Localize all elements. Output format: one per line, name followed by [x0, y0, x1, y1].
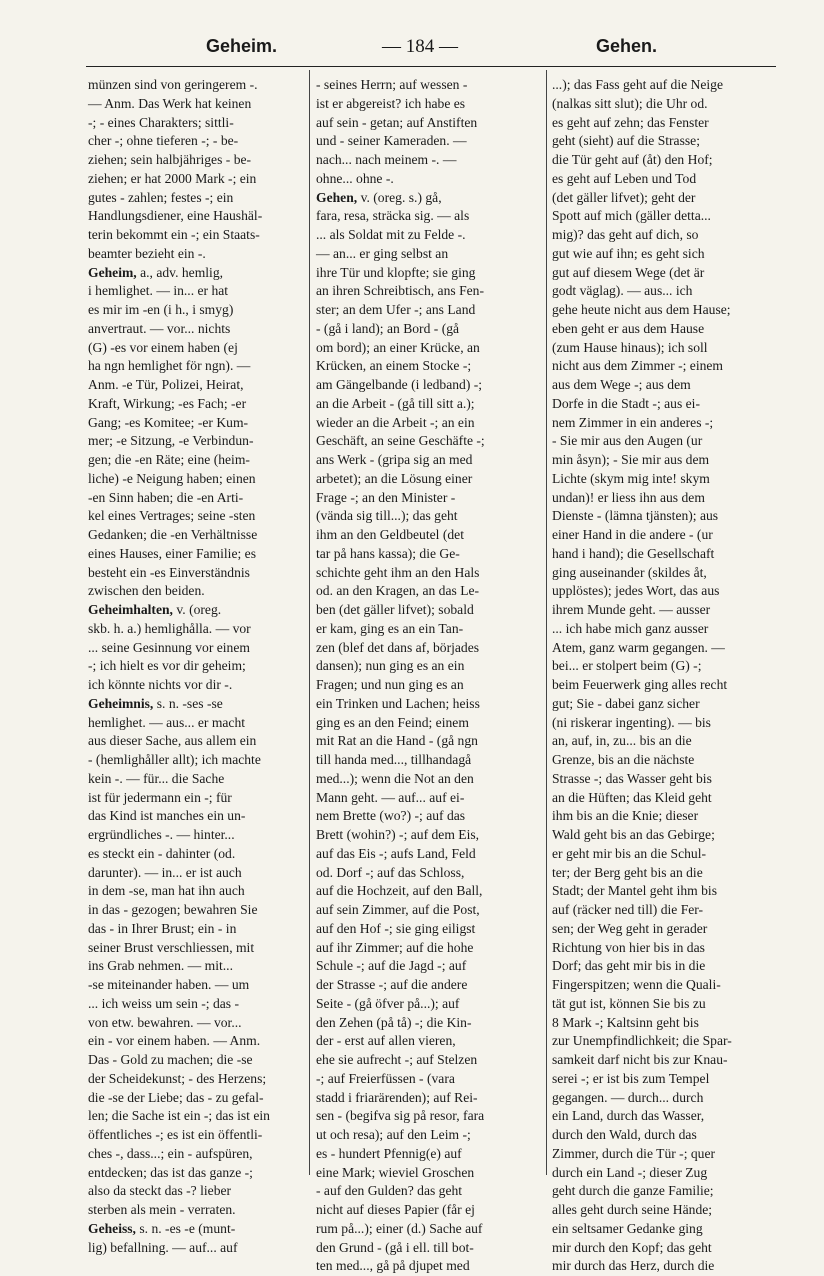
text-line: ein - vor einem haben. — Anm. — [88, 1033, 261, 1049]
text-line: Fragen; und nun ging es an — [316, 677, 464, 692]
text-line: mig)? das geht auf dich, so — [552, 227, 699, 242]
text-line: er geht mir bis an die Schul- — [552, 845, 707, 861]
text-line: mir durch das Herz, durch die — [552, 1258, 715, 1274]
text-line: es mir im -en (i h., i smyg) — [88, 302, 234, 317]
text-line: aus dem Wege -; aus dem — [552, 377, 691, 392]
text-line: Anm. -e Tür, Polizei, Heirat, — [88, 377, 244, 392]
text-line: Frage -; an den Minister - — [316, 489, 456, 505]
text-line: an die Arbeit - (gå till sitt a.); — [316, 395, 475, 411]
header-rule — [86, 66, 776, 67]
text-line: in das - gezogen; bewahren Sie — [88, 902, 258, 917]
text-line: (vända sig till...); das geht — [316, 508, 458, 524]
text-line: auf den Hof -; sie ging eiligst — [316, 920, 476, 936]
text-line: gutes - zahlen; festes -; ein — [88, 189, 234, 205]
text-line: ster; an dem Ufer -; ans Land — [316, 302, 476, 317]
text-line: Schule -; auf die Jagd -; auf — [316, 958, 467, 974]
text-line: -se miteinander haben. — um — [88, 977, 250, 992]
text-column-3 — [552, 76, 776, 1276]
text-line: an die Hüften; das Kleid geht — [552, 789, 712, 805]
text-line: gehe heute nicht aus dem Hause; — [552, 302, 731, 317]
text-line: tar på hans kassa); die Ge- — [316, 545, 460, 561]
text-line: die -se der Liebe; das - zu gefal- — [88, 1089, 264, 1105]
text-line: es geht auf zehn; das Fenster — [552, 114, 709, 130]
text-line: samkeit darf nicht bis zur Knau- — [552, 1052, 728, 1067]
text-line: Mann geht. — auf... auf ei- — [316, 789, 465, 805]
text-line: Strasse -; das Wasser geht bis — [552, 770, 712, 786]
page-number: — 184 — — [382, 36, 458, 57]
text-line: nach... nach meinem -. — — [316, 152, 457, 167]
text-line: -; - eines Charakters; sittli- — [88, 114, 234, 130]
text-line: seiner Brust verschliessen, mit — [88, 939, 255, 955]
text-line: Dorfe in die Stadt -; aus ei- — [552, 395, 700, 411]
text-line: bei... er stolpert beim (G) -; — [552, 658, 702, 674]
text-line: Gedanken; die -en Verhältnisse — [88, 527, 258, 542]
text-line: Kraft, Wirkung; -es Fach; -er — [88, 395, 247, 411]
text-line: auf das Eis -; aufs Land, Feld — [316, 845, 476, 861]
text-line: i hemlighet. — in... er hat — [88, 283, 229, 299]
text-line: auf die Hochzeit, auf den Ball, — [316, 883, 483, 899]
text-line: eine Mark; wieviel Groschen — [316, 1164, 475, 1180]
text-line: — Anm. Das Werk hat keinen — [88, 95, 252, 111]
text-line: ihre Tür und klopfte; sie ging — [316, 264, 476, 280]
text-line: -; auf Freierfüssen - (vara — [316, 1070, 455, 1086]
text-line: also da steckt das -? lieber — [88, 1183, 232, 1199]
text-line: es steckt ein - dahinter (od. — [88, 845, 236, 861]
text-line: med...); wenn die Not an den — [316, 770, 474, 786]
text-line: undan)! er liess ihn aus dem — [552, 489, 705, 505]
text-line: ein seltsamer Gedanke ging — [552, 1220, 703, 1236]
text-line: Richtung von hier bis in das — [552, 939, 705, 955]
text-line: eben geht er aus dem Hause — [552, 320, 705, 336]
text-line: Atem, ganz warm gegangen. — — [552, 639, 725, 655]
text-line: Zimmer, durch die Tür -; quer — [552, 1145, 716, 1161]
text-line: kel eines Vertrages; seine -sten — [88, 508, 256, 524]
text-line: (zum Hause hinaus); ich soll — [552, 339, 708, 355]
text-line: Wald geht bis an das Gebirge; — [552, 827, 715, 842]
text-line: eines Hauses, einer Familie; es — [88, 545, 256, 561]
text-line: an, auf, in, zu... bis an die — [552, 733, 692, 749]
text-line: ans Werk - (gripa sig an med — [316, 452, 473, 467]
text-line: ergründliches -. — hinter... — [88, 827, 235, 842]
text-line: rum på...); einer (d.) Sache auf — [316, 1220, 483, 1236]
text-line: godt väglag). — aus... ich — [552, 283, 693, 299]
text-line: Krücken, an einem Stocke -; — [316, 358, 472, 374]
text-line: an ihren Schreibtisch, ans Fen- — [316, 283, 484, 299]
text-line: - Sie mir aus den Augen (ur — [552, 433, 703, 449]
page-header — [86, 36, 776, 62]
text-line: ein Land, durch das Wasser, — [552, 1108, 705, 1124]
text-line: wieder an die Arbeit -; an ein — [316, 414, 475, 430]
text-line: - (gå i land); an Bord - (gå — [316, 320, 460, 336]
text-line: auf sein - getan; auf Anstiften — [316, 114, 478, 130]
text-line: nicht aus dem Zimmer -; einem — [552, 358, 724, 374]
text-line: -; ich hielt es vor dir geheim; — [88, 658, 246, 674]
text-line: münzen sind von geringerem -. — [88, 77, 258, 92]
text-line: gen; die -en Räte; eine (heim- — [88, 452, 250, 467]
text-line: mer; -e Sitzung, -e Verbindun- — [88, 433, 254, 449]
text-line: Stadt; der Mantel geht ihm bis — [552, 883, 717, 899]
text-line: die Tür geht auf (åt) den Hof; — [552, 152, 713, 167]
text-line: zur Unempfindlichkeit; die Spar- — [552, 1033, 732, 1049]
text-line: -en Sinn haben; die -en Arti- — [88, 489, 244, 505]
text-line: ha ngn hemlighet för ngn). — — [88, 358, 251, 374]
text-line: min åsyn); - Sie mir aus dem — [552, 452, 710, 467]
text-line: hand i hand); die Gesellschaft — [552, 545, 715, 561]
text-line: ihm an den Geldbeutel (det — [316, 527, 464, 542]
text-line: liche) -e Neigung haben; einen — [88, 470, 256, 486]
text-line: Das - Gold zu machen; die -se — [88, 1052, 253, 1067]
text-line: Brett (wohin?) -; auf dem Eis, — [316, 827, 480, 842]
text-line: ging auseinander (skildes åt, — [552, 564, 707, 580]
text-line: beim Feuerwerk ging alles recht — [552, 677, 728, 692]
text-line: mit Rat an die Hand - (gå ngn — [316, 733, 478, 749]
text-line: tät gut ist, können Sie bis zu — [552, 995, 706, 1011]
text-line: Gehen, v. (oreg. s.) gå, — [316, 189, 442, 205]
text-line: mir durch den Kopf; das geht — [552, 1239, 712, 1255]
text-line: der - erst auf allen vieren, — [316, 1033, 456, 1049]
text-line: Spott auf mich (gäller detta... — [552, 208, 711, 224]
text-line: ohne... ohne -. — [316, 170, 394, 186]
text-line: entdecken; das ist das ganze -; — [88, 1164, 253, 1180]
text-line: geht durch die ganze Familie; — [552, 1183, 714, 1199]
text-line: serei -; er ist bis zum Tempel — [552, 1070, 710, 1086]
text-line: skb. h. a.) hemlighålla. — vor — [88, 620, 251, 636]
text-line: besteht ein -es Einverständnis — [88, 564, 250, 580]
text-line: len; die Sache ist ein -; das ist ein — [88, 1108, 270, 1124]
text-line: zen (blef det dans af, börjades — [316, 639, 480, 655]
text-line: ging es an den Feind; einem — [316, 714, 469, 730]
text-line: nem Brette (wo?) -; auf das — [316, 808, 466, 824]
text-line: das Kind ist manches ein un- — [88, 808, 246, 824]
text-line: od. Dorf -; auf das Schloss, — [316, 864, 465, 880]
text-line: ... seine Gesinnung vor einem — [88, 639, 250, 655]
text-line: gut wie auf ihn; es geht sich — [552, 245, 705, 261]
text-line: ehe sie aufrecht -; auf Stelzen — [316, 1052, 478, 1067]
text-line: das - in Ihrer Brust; ein - in — [88, 920, 237, 936]
text-line: ...); das Fass geht auf die Neige — [552, 77, 724, 92]
text-line: fara, resa, sträcka sig. — als — [316, 208, 470, 224]
text-line: Fingerspitzen; wenn die Quali- — [552, 977, 721, 992]
text-line: durch den Wald, durch das — [552, 1127, 697, 1142]
text-line: (G) -es vor einem haben (ej — [88, 339, 238, 355]
text-line: es geht auf Leben und Tod — [552, 170, 697, 186]
text-line: es - hundert Pfennig(e) auf — [316, 1145, 462, 1161]
text-line: lig) befallning. — auf... auf — [88, 1239, 238, 1255]
text-line: dansen); nun ging es an ein — [316, 658, 465, 674]
text-line: schichte geht ihm an den Hals — [316, 564, 480, 580]
text-line: Geheim, a., adv. hemlig, — [88, 264, 224, 280]
text-line: sen; der Weg geht in gerader — [552, 920, 708, 936]
text-line: den Grund - (gå i ell. till bot- — [316, 1239, 474, 1255]
text-column-1 — [88, 76, 312, 1257]
text-line: ziehen; er hat 2000 Mark -; ein — [88, 170, 257, 186]
text-line: hemlighet. — aus... er macht — [88, 714, 246, 730]
text-line: ihrem Munde geht. — ausser — [552, 602, 711, 617]
right-guide-word: Gehen. — [596, 36, 658, 56]
text-line: am Gängelbande (i ledband) -; — [316, 377, 483, 392]
text-line: Dorf; das geht mir bis in die — [552, 958, 706, 974]
text-line: ist er abgereist? ich habe es — [316, 95, 466, 111]
text-line: Lichte (skym mig inte! skym — [552, 470, 710, 486]
text-line: durch ein Land -; dieser Zug — [552, 1164, 708, 1180]
text-line: auf ihr Zimmer; auf die hohe — [316, 939, 474, 955]
text-line: ich könnte nichts vor dir -. — [88, 677, 233, 692]
text-line: der Scheidekunst; - des Herzens; — [88, 1070, 267, 1086]
text-line: terin bekommt ein -; ein Staats- — [88, 227, 260, 242]
text-line: Geheiss, s. n. -es -e (munt- — [88, 1220, 236, 1236]
text-line: Dienste - (lämna tjänsten); aus — [552, 508, 719, 524]
text-line: Gang; -es Komitee; -er Kum- — [88, 414, 249, 430]
text-line: aus dieser Sache, aus allem ein — [88, 733, 257, 749]
text-line: — an... er ging selbst an — [316, 245, 449, 261]
text-line: - seines Herrn; auf wessen - — [316, 77, 468, 92]
text-line: geht (sieht) auf die Strasse; — [552, 133, 700, 149]
text-line: nem Zimmer in ein anderes -; — [552, 414, 714, 430]
text-line: stadd i friarärenden); auf Rei- — [316, 1089, 478, 1105]
text-line: ein Trinken und Lachen; heiss — [316, 695, 480, 711]
text-line: (ni riskerar ingenting). — bis — [552, 714, 711, 730]
text-column-2 — [316, 76, 541, 1276]
text-line: ten med..., gå på djupet med — [316, 1258, 470, 1274]
text-line: Grenze, bis an die nächste — [552, 752, 695, 767]
text-line: den Zehen (på tå) -; die Kin- — [316, 1014, 472, 1030]
text-line: einer Hand in die andere - (ur — [552, 527, 713, 542]
text-line: ... ich habe mich ganz ausser — [552, 620, 709, 636]
text-line: in dem -se, man hat ihn auch — [88, 883, 245, 899]
text-line: ches -, dass...; ein - aufspüren, — [88, 1145, 253, 1161]
text-line: sen - (begifva sig på resor, fara — [316, 1108, 485, 1124]
text-line: ziehen; sein halbjähriges - be- — [88, 152, 252, 167]
text-line: Seite - (gå öfver på...); auf — [316, 995, 460, 1011]
text-line: om bord); an einer Krücke, an — [316, 339, 480, 355]
column-divider — [546, 70, 547, 1175]
text-line: - (hemlighåller allt); ich machte — [88, 752, 261, 767]
text-line: anvertraut. — vor... nichts — [88, 320, 231, 336]
text-line: kein -. — für... die Sache — [88, 770, 225, 786]
text-line: Geheimhalten, v. (oreg. — [88, 602, 222, 617]
text-line: cher -; ohne tieferen -; - be- — [88, 133, 239, 149]
left-guide-word: Geheim. — [206, 36, 278, 56]
text-line: gegangen. — durch... durch — [552, 1089, 704, 1105]
text-line: gut auf diesem Wege (det är — [552, 264, 705, 280]
text-line: ins Grab nehmen. — mit... — [88, 958, 233, 974]
text-line: ter; der Berg geht bis an die — [552, 864, 703, 880]
text-line: gut; Sie - dabei ganz sicher — [552, 695, 700, 711]
text-line: auf sein Zimmer, auf die Post, — [316, 902, 480, 917]
text-line: arbetet); an die Lösung einer — [316, 470, 473, 486]
text-line: und - seiner Kameraden. — — [316, 133, 467, 149]
text-line: - auf den Gulden? das geht — [316, 1183, 463, 1199]
text-line: beamter bezieht ein -. — [88, 245, 206, 261]
text-line: od. an den Kragen, an das Le- — [316, 583, 480, 599]
text-line: ihm bis an die Knie; dieser — [552, 808, 699, 824]
text-line: till handa med..., tillhandagå — [316, 752, 472, 767]
text-line: Geschäft, an seine Geschäfte -; — [316, 433, 485, 449]
text-line: darunter). — in... er ist auch — [88, 864, 242, 880]
text-line: 8 Mark -; Kaltsinn geht bis — [552, 1014, 699, 1030]
text-line: ... als Soldat mit zu Felde -. — [316, 227, 466, 242]
text-line: ist für jedermann ein -; für — [88, 789, 232, 805]
text-line: zwischen den beiden. — [88, 583, 205, 599]
text-line: upplöstes); jedes Wort, das aus — [552, 583, 720, 599]
text-line: von etw. bewahren. — vor... — [88, 1014, 242, 1030]
text-line: er kam, ging es an ein Tan- — [316, 620, 464, 636]
text-line: alles geht durch seine Hände; — [552, 1202, 713, 1217]
text-line: öffentliches -; es ist ein öffentli- — [88, 1127, 263, 1142]
text-line: ben (det gäller lifvet); sobald — [316, 602, 474, 617]
text-line: auf (räcker ned till) die Fer- — [552, 902, 704, 917]
text-line: der Strasse -; auf die andere — [316, 977, 468, 992]
text-line: sterben als mein - verraten. — [88, 1202, 236, 1217]
text-line: ... ich weiss um sein -; das - — [88, 995, 240, 1011]
text-line: (det gäller lifvet); geht der — [552, 189, 696, 205]
text-line: Geheimnis, s. n. -ses -se — [88, 695, 223, 711]
text-line: Handlungsdiener, eine Haushäl- — [88, 208, 263, 224]
text-line: nicht auf dieses Papier (får ej — [316, 1202, 475, 1217]
text-line: ut och resa); auf den Leim -; — [316, 1127, 471, 1142]
text-line: (nalkas sitt slut); die Uhr od. — [552, 95, 708, 111]
